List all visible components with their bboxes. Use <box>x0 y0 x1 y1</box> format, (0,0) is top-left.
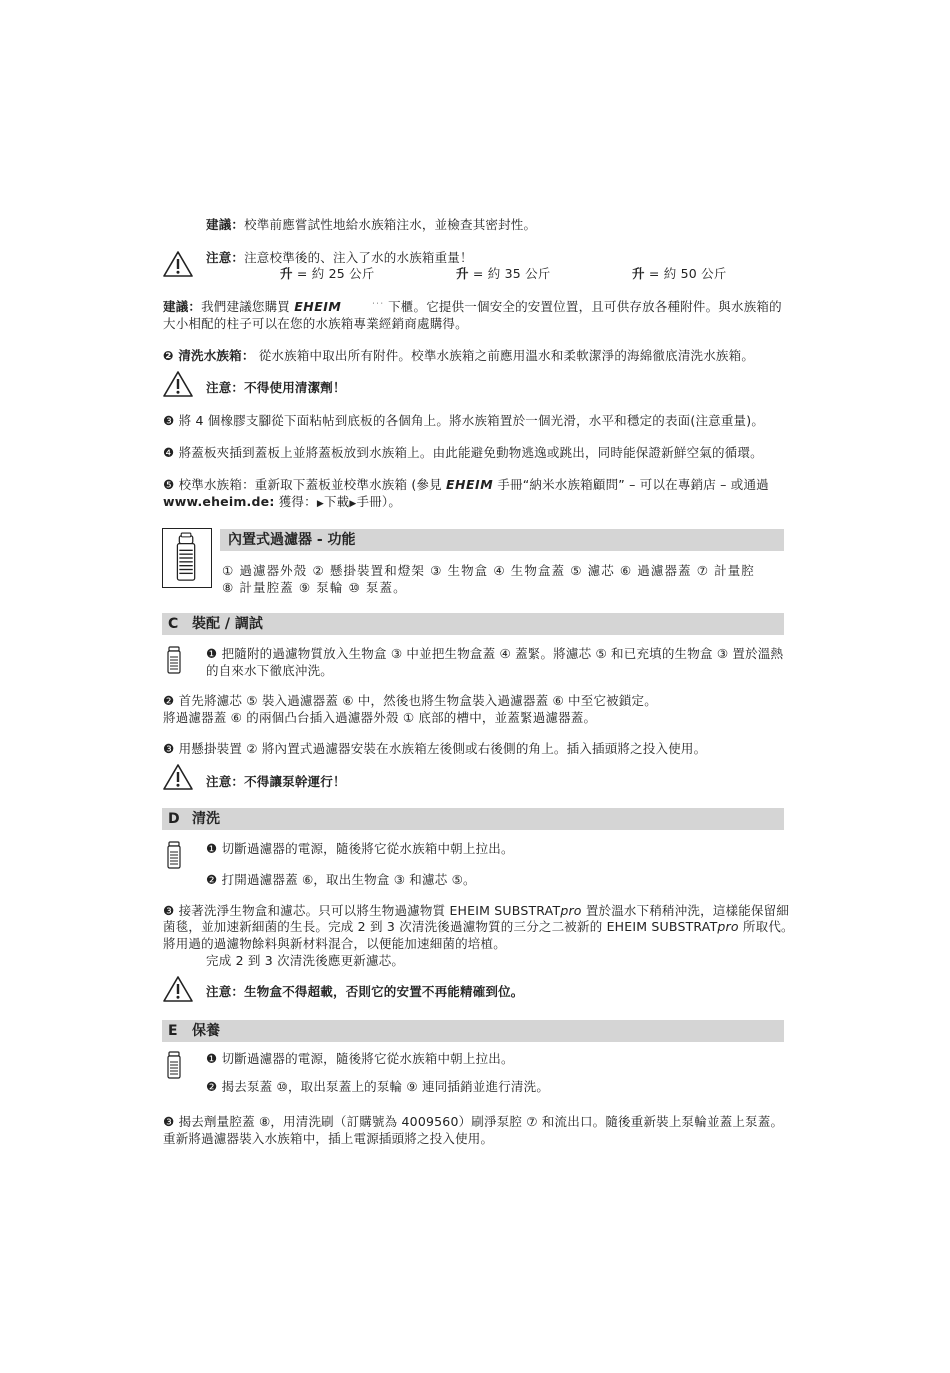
internal-filter-icon <box>163 529 211 587</box>
caution-label: 注意： <box>206 250 245 265</box>
tip-text: 下櫃。它提供一個安全的安置位置，且可供存放各種附件。與水族箱的 <box>383 299 782 314</box>
section-e-header <box>162 1020 784 1042</box>
tip-text: 我們建議您購買 <box>201 299 295 314</box>
step-calibrate <box>163 476 769 493</box>
step-text: 所取代。 <box>738 919 794 934</box>
trademark-mark: ˙˙˙ <box>371 302 384 311</box>
filter-illustration <box>162 528 212 588</box>
filter-parts-line1: ① 過濾器外殼 ② 懸掛裝置和燈架 ③ 生物盒 ④ 生物盒蓋 ⑤ 濾芯 ⑥ 過濾器蓋 ⑦ 計量腔 <box>222 563 755 578</box>
tip-calibration <box>206 216 536 233</box>
section-d-header <box>162 808 784 830</box>
section-title: 清洗 <box>192 811 220 827</box>
step-c2-line1: ❷ 首先將濾芯 ⑤ 裝入過濾器蓋 ⑥ 中，然後也將生物盒裝入過濾器蓋 ⑥ 中至它被鎖定。 <box>163 693 657 708</box>
weight-value: = 約 35 公斤 <box>468 266 551 281</box>
step-c3: ❸ 用懸掛裝置 ② 將內置式過濾器安裝在水族箱左後側或右後側的角上。插入插頭將之投入使用。 <box>163 741 707 756</box>
step-clean-aquarium <box>163 347 754 364</box>
step-d3-line4: 完成 2 到 3 次清洗後應更新濾芯。 <box>206 953 405 968</box>
step-text: 置於溫水下稍稍沖洗，這樣能保留細 <box>581 903 790 918</box>
caution-weight <box>206 249 473 266</box>
step-label: ❷ 清洗水族箱： <box>163 348 255 363</box>
brand-logo-text: EHEIM <box>294 299 342 314</box>
weight-value: = 約 25 公斤 <box>292 266 375 281</box>
weight-value: = 約 50 公斤 <box>644 266 727 281</box>
section-letter: D <box>168 811 180 827</box>
weight-item <box>280 265 374 282</box>
arrow-right-icon: ▶ <box>349 499 357 509</box>
website-link[interactable]: www.eheim.de: <box>163 494 275 509</box>
weight-unit: 升 <box>456 266 469 281</box>
weight-item <box>456 265 550 282</box>
step-e3-line2: 重新將過濾器裝入水族箱中，插上電源插頭將之投入使用。 <box>163 1131 494 1146</box>
section-title: 保養 <box>192 1023 220 1039</box>
weight-unit: 升 <box>280 266 293 281</box>
section-title: 裝配 / 調試 <box>192 616 263 632</box>
step-d3-line3: 將用過的過濾物餘料與新材料混合，以便能加速細菌的培植。 <box>163 936 506 951</box>
manual-link[interactable]: 手冊）。 <box>356 494 402 509</box>
product-suffix: pro <box>560 903 582 918</box>
caution-text: 注意校準後的、注入了水的水族箱重量！ <box>244 250 473 265</box>
weight-item <box>632 265 726 282</box>
arrow-right-icon: ▶ <box>316 499 324 509</box>
tip-text: 校準前應嘗試性地給水族箱注水，並檢查其密封性。 <box>244 217 537 232</box>
warning-icon <box>162 250 194 278</box>
step-c1-line2: 的自來水下徹底沖洗。 <box>206 663 334 678</box>
step-d2: ❷ 打開過濾器蓋 ⑥，取出生物盒 ③ 和濾芯 ⑤。 <box>206 872 476 887</box>
step-text: 從水族箱中取出所有附件。校準水族箱之前應用溫水和柔軟潔淨的海綿徹底清洗水族箱。 <box>254 348 755 363</box>
step-cover-plate: ❹ 將蓋板夾插到蓋板上並將蓋板放到水族箱上。由此能避免動物逃逸或跳出，同時能保證新鮮空氣的循環。 <box>163 445 763 460</box>
step-c2-line2: 將過濾器蓋 ⑥ 的兩個凸台插入過濾器外殼 ① 底部的槽中，並蓋緊過濾器蓋。 <box>163 710 597 725</box>
product-suffix: pro <box>717 919 739 934</box>
step-text: 獲得： <box>274 494 317 509</box>
filter-small-icon <box>166 645 182 675</box>
step-c1-line1: ❶ 把隨附的過濾物質放入生物盒 ③ 中並把生物盒蓋 ④ 蓋緊。將濾芯 ⑤ 和已充填的生物盒 ③ 置於溫熱 <box>206 646 784 661</box>
step-d1: ❶ 切斷過濾器的電源，隨後將它從水族箱中朝上拉出。 <box>206 841 514 856</box>
warning-icon <box>162 370 194 398</box>
warning-icon <box>162 975 194 1003</box>
step-rubber-feet: ❸ 將 4 個橡膠支腳從下面粘帖到底板的各個角上。將水族箱置於一個光滑，水平和穩定的表面(注意重量)。 <box>163 413 765 428</box>
step-d3-line1 <box>163 902 789 919</box>
filter-small-icon <box>166 1050 182 1080</box>
tip-label: 建議： <box>206 217 245 232</box>
tip-cabinet <box>163 298 782 315</box>
step-text: 菌毯，並加速新細菌的生長。完成 2 到 3 次清洗後過濾物質的三分之二被新的 EHEIM SUBSTRAT <box>163 919 718 934</box>
step-e3-line1: ❸ 揭去劑量腔蓋 ⑧，用清洗刷（訂購號為 4009560）刷淨泵腔 ⑦ 和流出口。隨後重新裝上泵輪並蓋上泵蓋。 <box>163 1114 784 1129</box>
section-letter: E <box>168 1023 178 1039</box>
tip-label: 建議： <box>163 299 202 314</box>
caution-no-detergent: 注意：不得使用清潔劑！ <box>206 380 346 395</box>
caution-no-dry-run: 注意：不得讓泵幹運行！ <box>206 774 346 789</box>
weight-unit: 升 <box>632 266 645 281</box>
step-text: ❺ 校準水族箱：重新取下蓋板並校準水族箱 (參見 <box>163 477 447 492</box>
step-d3-line2 <box>163 918 794 935</box>
filter-function-header <box>220 529 784 551</box>
step-text: ❸ 接著洗淨生物盒和濾芯。只可以將生物過濾物質 EHEIM SUBSTRAT <box>163 903 561 918</box>
filter-parts-line2: ⑧ 計量腔蓋 ⑨ 泵輪 ⑩ 泵蓋。 <box>222 580 407 595</box>
filter-small-icon <box>166 840 182 870</box>
step-calibrate-line2 <box>163 493 401 513</box>
warning-icon <box>162 763 194 791</box>
step-e1: ❶ 切斷過濾器的電源，隨後將它從水族箱中朝上拉出。 <box>206 1051 514 1066</box>
section-c-header <box>162 613 784 635</box>
caution-biobox: 注意：生物盒不得超載，否則它的安置不再能精確到位。 <box>206 984 524 999</box>
step-text: 手冊“納米水族箱顧問” – 可以在專銷店 – 或通過 <box>493 477 769 492</box>
brand-logo-text: EHEIM <box>446 477 494 492</box>
tip-cabinet-line2: 大小相配的柱子可以在您的水族箱專業經銷商處購得。 <box>163 316 468 331</box>
section-title: 內置式過濾器 - 功能 <box>228 532 356 548</box>
download-link[interactable]: 下載 <box>323 494 350 509</box>
section-letter: C <box>168 616 179 632</box>
step-e2: ❷ 揭去泵蓋 ⑩，取出泵蓋上的泵輪 ⑨ 連同插銷並進行清洗。 <box>206 1079 550 1094</box>
